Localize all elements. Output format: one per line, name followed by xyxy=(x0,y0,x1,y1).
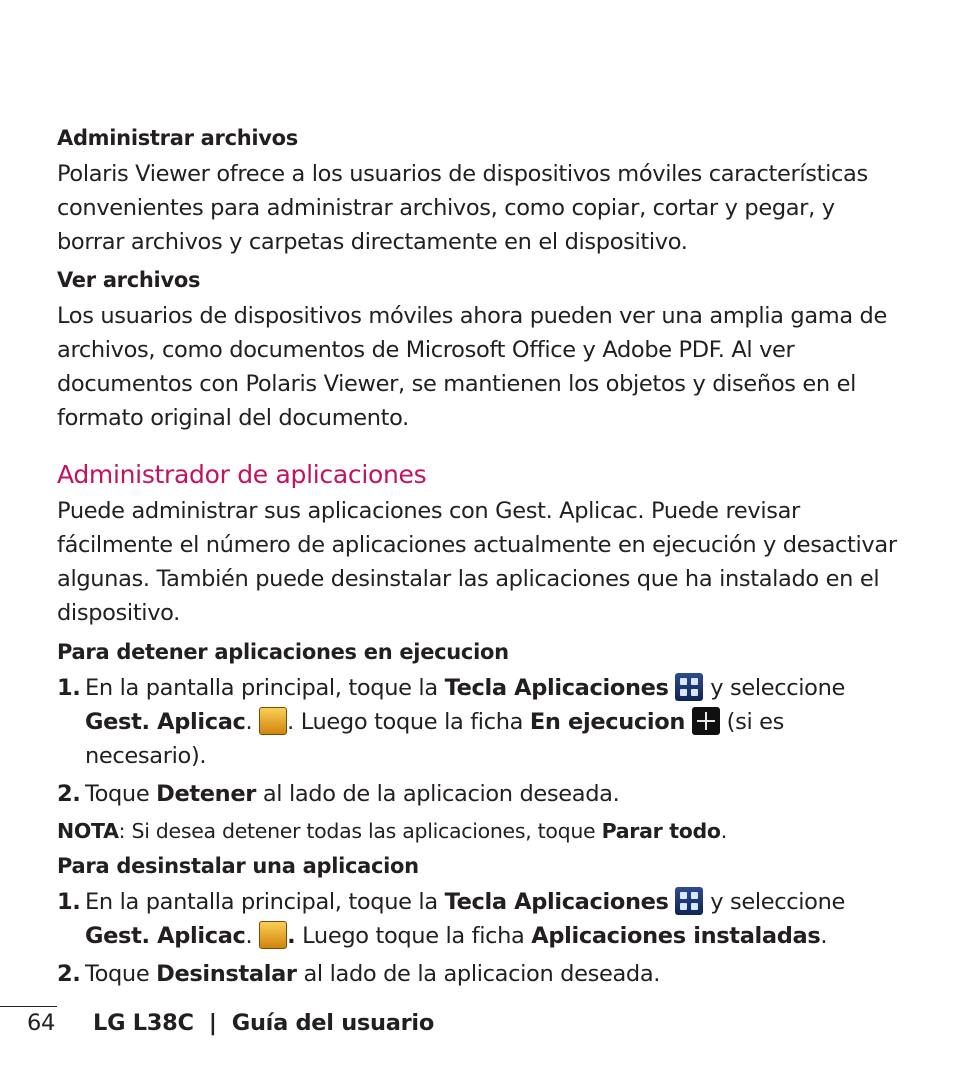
uninstall-label: Desinstalar xyxy=(156,961,297,988)
page-footer xyxy=(27,1010,434,1036)
view-files-body: Los usuarios de dispositivos móviles ahora pueden ver una amplia gama de archivos, como documentos de Microsoft Office y Adobe PDF. Al ver documentos con Polaris Viewer, se mantienen los objetos y diseños en el formato original del documento. xyxy=(57,303,887,432)
stop-label: Detener xyxy=(156,781,257,808)
stop-step-1: 1. En la pantalla principal, toque la Tecla Aplicaciones y seleccione Gest. Aplicac. . Luego toque la ficha En ejecucion (si es necesario). xyxy=(57,671,902,773)
app-manager-label: Gest. Aplicac xyxy=(85,923,246,950)
page-number: 64 xyxy=(27,1010,56,1036)
step-number: 2. xyxy=(57,961,81,988)
view-files-heading: Ver archivos xyxy=(57,268,201,293)
stop-step-2: 2. Toque Detener al lado de la aplicacion deseada. xyxy=(57,777,902,811)
apps-key-label: Tecla Aplicaciones xyxy=(444,889,669,916)
running-tab-label: En ejecucion xyxy=(529,709,686,736)
stop-all-label: Parar todo xyxy=(601,819,721,844)
uninstall-step-1: 1. En la pantalla principal, toque la Tecla Aplicaciones y seleccione Gest. Aplicac. . Luego toque la ficha Aplicaciones instaladas. xyxy=(57,885,902,953)
note-label: NOTA xyxy=(57,819,119,844)
app-manager-title: Administrador de aplicaciones xyxy=(57,460,427,490)
apps-key-label: Tecla Aplicaciones xyxy=(444,675,669,702)
footer-title: LG L38C | Guía del usuario xyxy=(93,1010,434,1036)
installed-tab-label: Aplicaciones instaladas xyxy=(531,923,821,950)
apps-grid-icon xyxy=(675,673,703,701)
app-manager-icon xyxy=(259,921,287,949)
stop-apps-heading: Para detener aplicaciones en ejecucion xyxy=(57,639,509,664)
app-manager-label: Gest. Aplicac xyxy=(85,709,246,736)
manage-files-heading: Administrar archivos xyxy=(57,126,298,150)
step-number: 1. xyxy=(57,889,81,916)
app-manager-body: Puede administrar sus aplicaciones con Gest. Aplicac. Puede revisar fácilmente el número de aplicaciones actualmente en ejecución y desactivar algunas. También puede desinstalar las aplicaciones que ha instalado en el dispositivo. xyxy=(57,497,897,626)
page-content xyxy=(57,126,902,991)
footer-divider xyxy=(0,1006,57,1007)
uninstall-step-2: 2. Toque Desinstalar al lado de la aplicacion deseada. xyxy=(57,957,902,991)
apps-grid-icon xyxy=(675,887,703,915)
running-apps-icon xyxy=(692,707,720,735)
step-number: 2. xyxy=(57,781,81,808)
manage-files-body: Polaris Viewer ofrece a los usuarios de dispositivos móviles características convenientes para administrar archivos, como copiar, cortar y pegar, y borrar archivos y carpetas directamente en el dispositivo. xyxy=(57,161,868,256)
uninstall-heading: Para desinstalar una aplicacion xyxy=(57,854,419,879)
app-manager-icon xyxy=(259,707,287,735)
step-number: 1. xyxy=(57,675,81,702)
stop-note: NOTA: Si desea detener todas las aplicaciones, toque Parar todo. xyxy=(57,819,727,844)
